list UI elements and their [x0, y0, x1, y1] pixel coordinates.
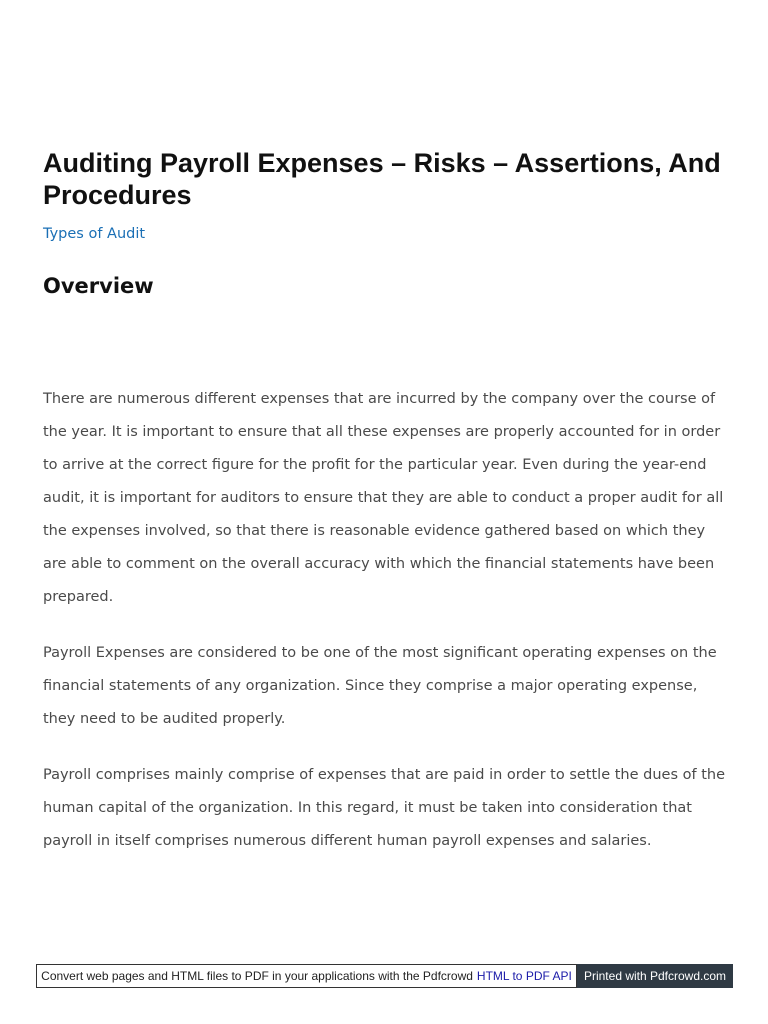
category-link[interactable]: Types of Audit: [43, 226, 146, 242]
paragraph: Payroll Expenses are considered to be one of the most significant operating expenses on the financial statements of any organization. Since they comprise a major operating expense, they need to be audited properly.: [43, 645, 717, 727]
article-header: [43, 147, 733, 299]
pdfcrowd-footer: [36, 964, 733, 988]
printed-with-text: Printed with Pdfcrowd.com: [583, 969, 727, 983]
page-title: Auditing Payroll Expenses – Risks – Assertions, And Procedures: [43, 148, 721, 210]
footer-convert-text: Convert web pages and HTML files to PDF in your applications with the Pdfcrowd: [41, 969, 473, 983]
paragraph: Payroll comprises mainly comprise of expenses that are paid in order to settle the dues of the human capital of the organization. In this regard, it must be taken into consideration that payroll in itself comprises numerous different human payroll expenses and salaries.: [43, 767, 726, 849]
article-body: [43, 383, 733, 881]
paragraph: There are numerous different expenses that are incurred by the company over the course of the year. It is important to ensure that all these expenses are properly accounted for in order to arrive at the correct figure for the profit for the particular year. Even during the year-end audit, it is important for auditors to ensure that they are able to conduct a proper audit for all the expenses involved, so that there is reasonable evidence gathered based on which they are able to comment on the overall accuracy with which the financial statements have been prepared.: [43, 391, 724, 605]
section-heading: Overview: [43, 274, 154, 298]
footer-convert-notice: [36, 964, 577, 988]
printed-with-badge[interactable]: [577, 964, 733, 988]
html-to-pdf-api-link[interactable]: HTML to PDF API: [476, 969, 572, 983]
